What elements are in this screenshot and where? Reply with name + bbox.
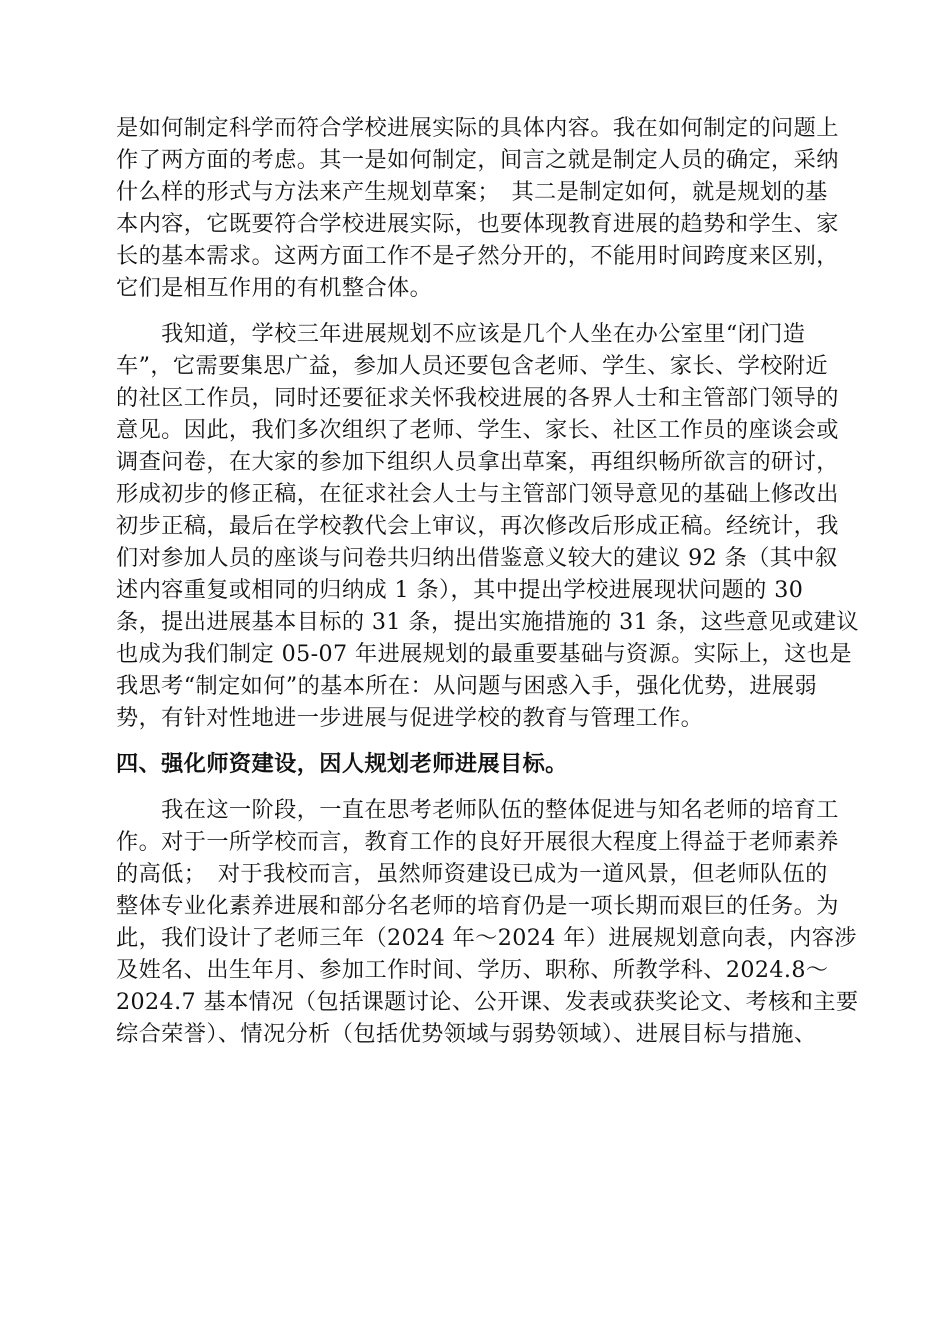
paragraph-planning-considerations <box>116 112 839 304</box>
paragraph-gap <box>116 304 834 318</box>
text-line: 也成为我们制定 05-07 年进展规划的最重要基础与资源。实际上，这也是 <box>116 641 852 667</box>
paragraph-gap <box>116 780 834 794</box>
text-line: 的社区工作员，同时还要征求关怀我校进展的各界人士和主管部门领导的 <box>116 385 839 411</box>
text-line: 长的基本需求。这两方面工作不是孑然分开的，不能用时间跨度来区别， <box>116 243 839 269</box>
text-line: 形成初步的修正稿，在征求社会人士与主管部门领导意见的基础上修改出 <box>116 481 839 507</box>
text-line: 它们是相互作用的有机整合体。 <box>116 275 433 301</box>
text-line: 综合荣誉）、情况分析（包括优势领域与弱势领域）、进展目标与措施、 <box>116 1021 817 1047</box>
text-line: 此，我们设计了老师三年（2024 年～2024 年）进展规划意向表，内容涉 <box>116 925 857 951</box>
text-line: 是如何制定科学而符合学校进展实际的具体内容。我在如何制定的问题上 <box>116 115 839 141</box>
text-line: 本内容，它既要符合学校进展实际，也要体现教育进展的趋势和学生、家 <box>116 211 839 237</box>
text-line: 意见。因此，我们多次组织了老师、学生、家长、社区工作员的座谈会或 <box>116 417 839 443</box>
section-heading <box>116 748 834 780</box>
text-line: 调查问卷，在大家的参加下组织人员拿出草案，再组织畅所欲言的研讨， <box>116 449 839 475</box>
text-line: 述内容重复或相同的归纳成 1 条），其中提出学校进展现状问题的 30 <box>116 577 804 603</box>
text-line: 2024.7 基本情况（包括课题讨论、公开课、发表或获奖论文、考核和主要 <box>116 989 859 1015</box>
text-line: 车”，它需要集思广益，参加人员还要包含老师、学生、家长、学校附近 <box>116 353 828 379</box>
text-line: 作了两方面的考虑。其一是如何制定，间言之就是制定人员的确定，采纳 <box>116 147 839 173</box>
text-line: 我在这一阶段，一直在思考老师队伍的整体促进与知名老师的培育工 <box>116 797 839 823</box>
text-line: 及姓名、出生年月、参加工作时间、学历、职称、所教学科、2024.8～ <box>116 957 829 983</box>
document-page <box>116 112 859 1050</box>
text-line: 们对参加人员的座谈与问卷共归纳出借鉴意义较大的建议 92 条（其中叙 <box>116 545 838 571</box>
text-line: 初步正稿，最后在学校教代会上审议，再次修改后形成正稿。经统计，我 <box>116 513 839 539</box>
text-line: 什么样的形式与方法来产生规划草案； 其二是制定如何，就是规划的基 <box>116 179 828 205</box>
text-line: 条，提出进展基本目标的 31 条，提出实施措施的 31 条，这些意见或建议 <box>116 609 859 635</box>
text-line: 整体专业化素养进展和部分名老师的培育仍是一项长期而艰巨的任务。为 <box>116 893 839 919</box>
text-line: 势，有针对性地进一步进展与促进学校的教育与管理工作。 <box>116 705 704 731</box>
text-line: 我思考“制定如何”的基本所在：从问题与困惑入手，强化优势，进展弱 <box>116 673 818 699</box>
paragraph-teacher-development <box>116 794 859 1050</box>
text-line: 我知道，学校三年进展规划不应该是几个人坐在办公室里“闭门造 <box>116 321 806 347</box>
paragraph-participation <box>116 318 859 734</box>
paragraph-gap <box>116 734 834 748</box>
text-line: 作。对于一所学校而言，教育工作的良好开展很大程度上得益于老师素养 <box>116 829 839 855</box>
heading-text: 四、强化师资建设，因人规划老师进展目标。 <box>116 751 568 777</box>
text-line: 的高低； 对于我校而言，虽然师资建设已成为一道风景，但老师队伍的 <box>116 861 828 887</box>
